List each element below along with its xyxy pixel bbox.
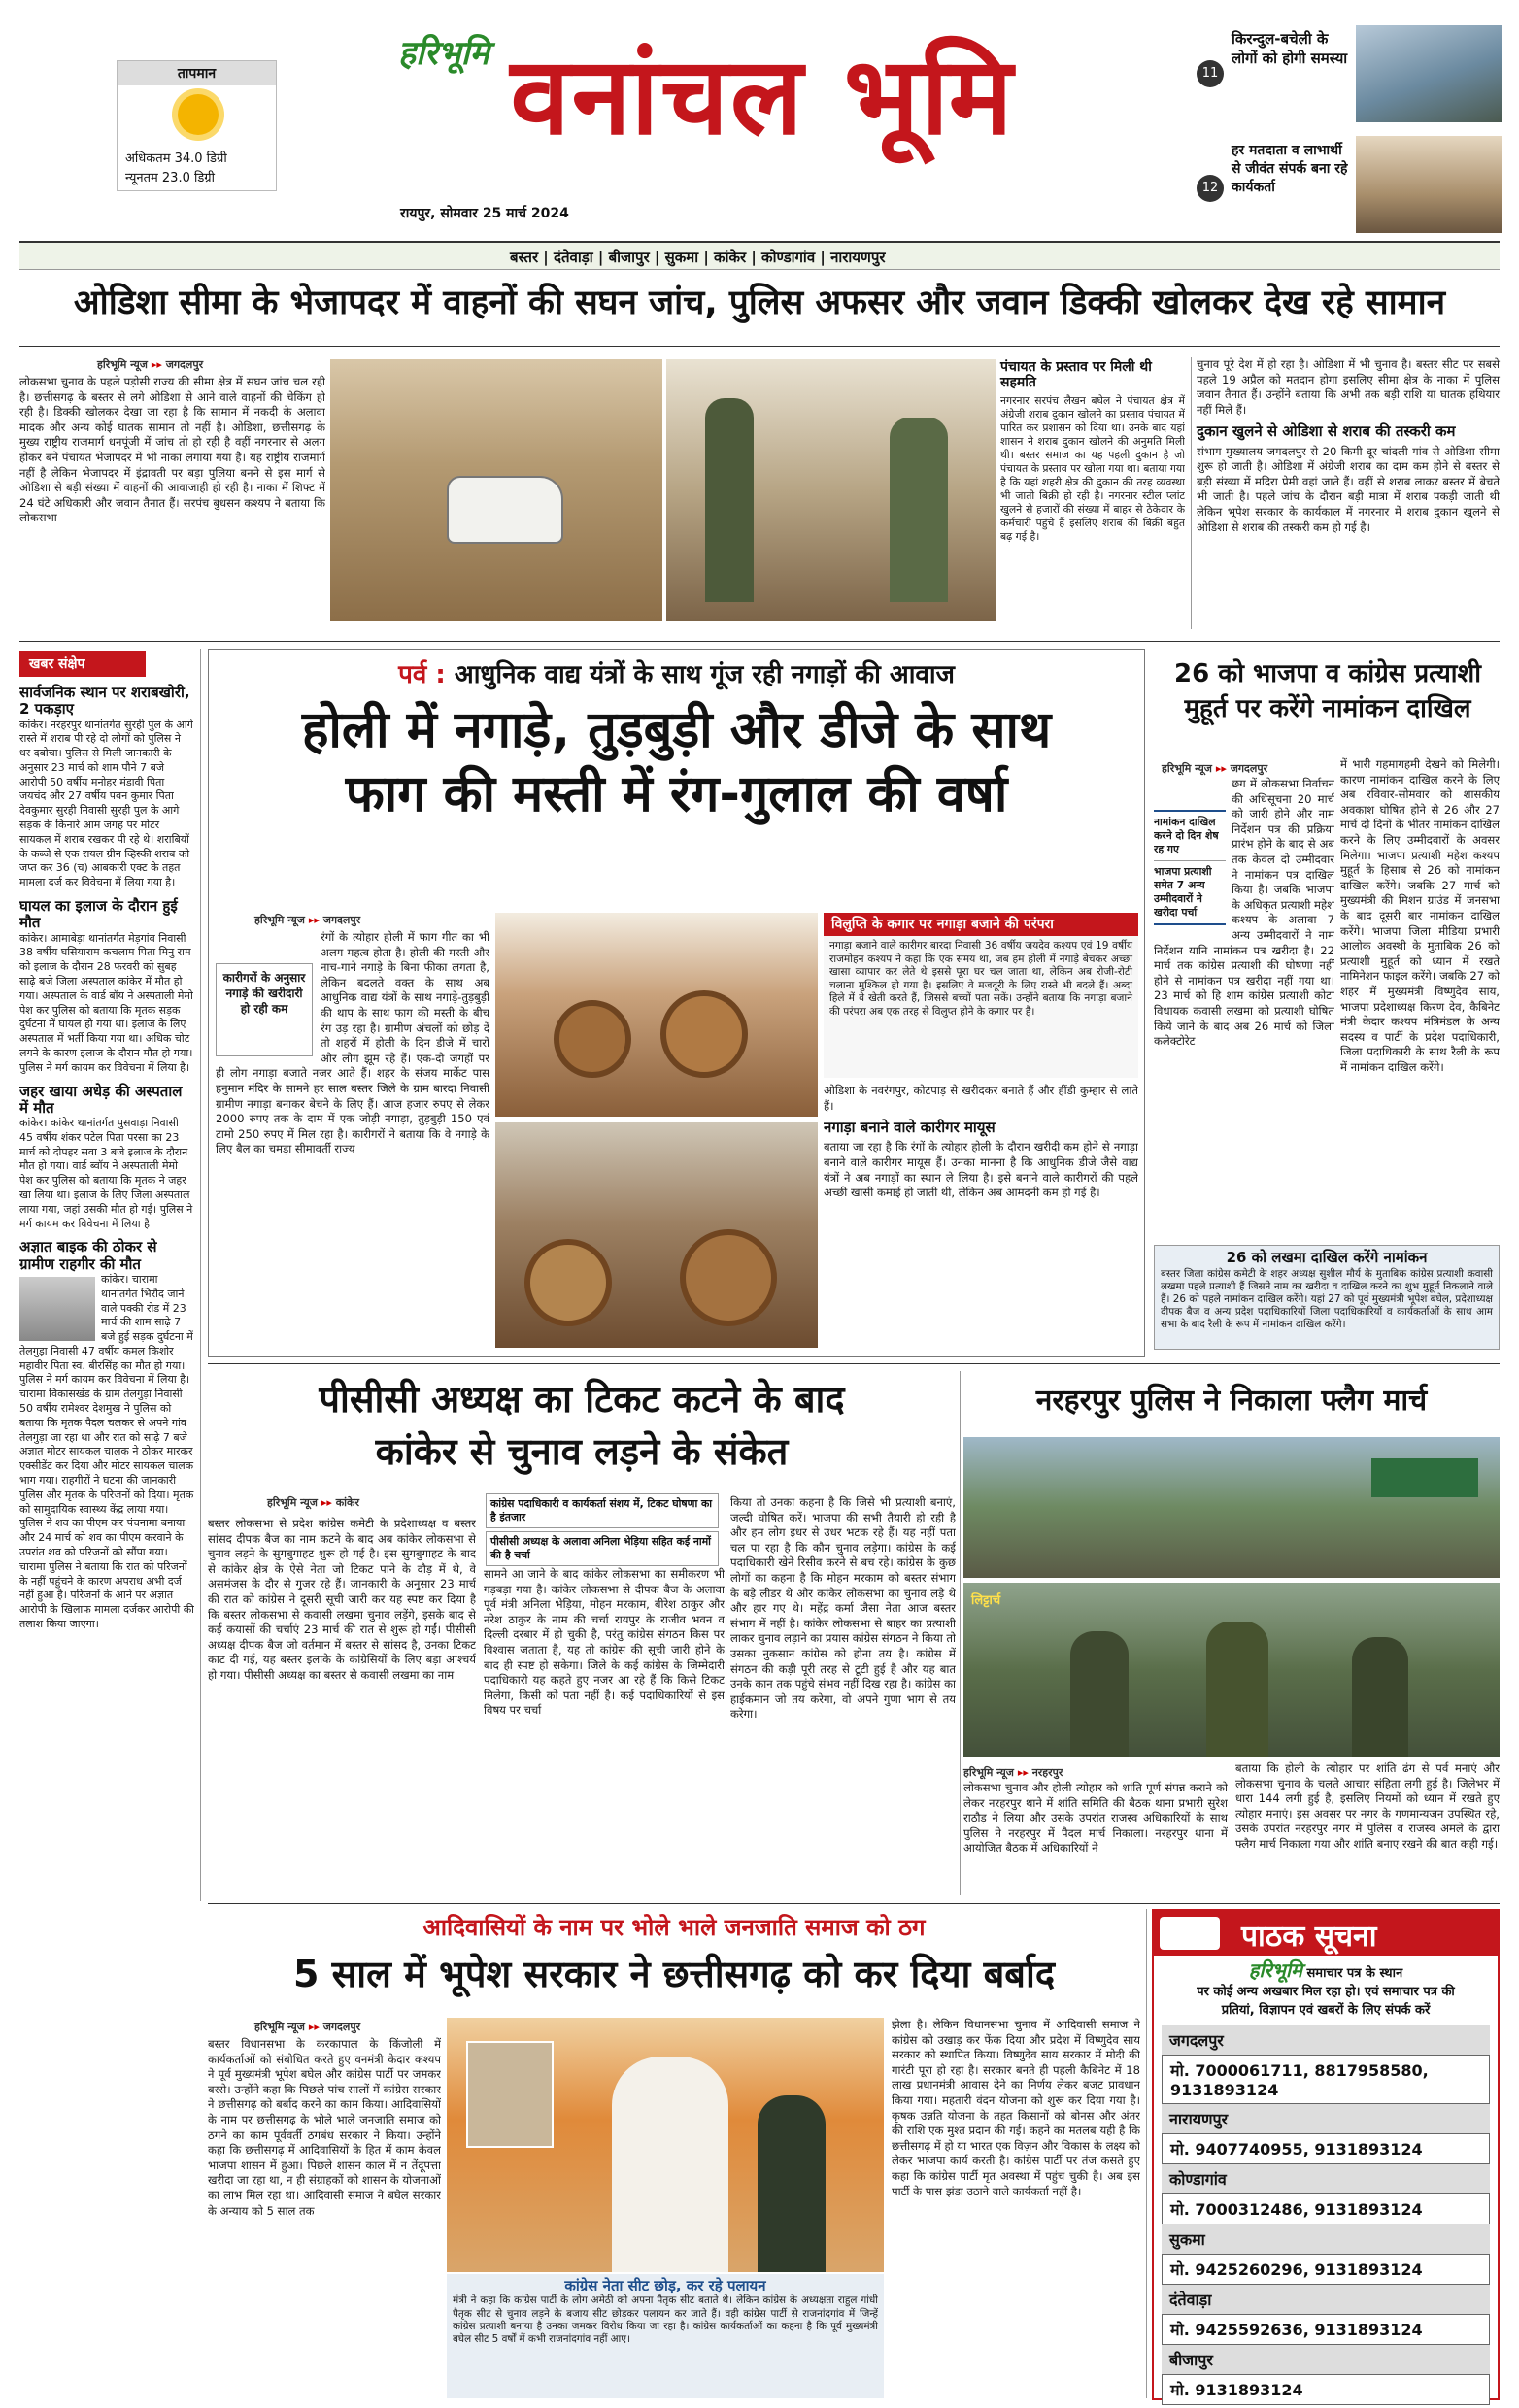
holi-sub-head: विलुप्ति के कगार पर नगाड़ा बजाने की परंपरा [824, 913, 1138, 936]
byline-place: जगदलपुर [165, 358, 204, 371]
bhupesh-headline: 5 साल में भूपेश सरकार ने छत्तीसगढ़ को कर दिया बर्बाद [292, 1953, 1056, 1995]
teaser-number: 12 [1197, 175, 1224, 202]
holi-deck-line [209, 655, 1144, 690]
holi-headline-1: होली में नगाड़े, तुड़बुड़ी और डीजे के साथ [301, 701, 1052, 759]
pcc-bullet-box [486, 1493, 719, 1559]
nomination-headline: 26 को भाजपा व कांग्रेस प्रत्याशी मुहूर्त पर करेंगे नामांकन दाखिल [1174, 659, 1481, 723]
holi-col3 [824, 1084, 1138, 1348]
reader-phone[interactable]: मो. 7000312486, 9131893124 [1162, 2193, 1490, 2224]
brief-body: कांकेर। नरहरपुर थानांतर्गत सुरही पुल के आगे रास्ते में शराब पी रहे दो लोगों को पुलिस ने धर दबोचा। पुलिस से मिली जानकारी के अनुसार 23 मार्च को शाम पौने 7 बजे आरोपी 50 वर्षीय मनोहर मंडावी पिता जयचंद और 27 वर्षीय पवन कुमार पिता देवकुमार सुरही निवासी सुरही पुल के आगे सड़क के किनारे आम जगह पर मोटर सायकल में शराब रखकर पी रहे थे। शराबियों के कब्जे से एक रायल ग्रीन व्हिस्की शराब को जप्त कर 36 (च) आबकारी एक्ट के तहत मामला दर्ज कर विवेचना में लिया गया है। [19, 718, 193, 889]
reader-brand: हरिभूमि [1248, 1958, 1302, 1982]
pcc-bullet: पीसीसी अध्यक्ष के अलावा अनिला भेड़िया सहित कई नामों की है चर्चा [486, 1531, 719, 1566]
flag-photo-1 [963, 1437, 1500, 1578]
byline-place: जगदलपुर [1230, 762, 1268, 775]
guard-shape [758, 2095, 826, 2272]
lead-col3 [1197, 357, 1500, 634]
district-list: बस्तर | दंतेवाड़ा | बीजापुर | सुकमा | कांकेर | कोण्डागांव | नारायणपुर [510, 249, 886, 266]
officer-shape [890, 418, 948, 602]
car-shape [447, 476, 563, 544]
flag-photo-sign: लिट्टार्च [971, 1593, 1001, 1608]
lead-headline: ओडिशा सीमा के भेजापदर में वाहनों की सघन जांच, पुलिस अफसर और जवान डिक्की खोलकर देख रहे सामान [73, 284, 1446, 322]
nomination-body-text: छग में लोकसभा निर्वाचन की अधिसूचना 20 मार्च को जारी होने और नाम निर्देशन पत्र की प्रक्रिया प्रारंभ होने के बाद से अब तक केवल दो उम्मीदवार ने नामांकन पत्र दाखिल किया है। जबकि भाजपा के अधिकृत प्रत्याशी महेश कश्यप के अलावा 7 अन्य उम्मीदवारों ने नाम निर्देशन यानि नामांकन पत्र खरीदा है। 22 मार्च तक कांग्रेस प्रत्याशी की घोषणा नहीं होने से नामांकन पत्र खरीदा नहीं गया था। 23 मार्च को हि शाम कांग्रेस प्रत्याशी कोटा विधायक कवासी लखमा को प्रत्याशी घोषित किये जाने के बाद अब 26 मार्च को जिला कलेक्टोरेट [1154, 777, 1334, 1049]
pcc-bullet: कांग्रेस पदाधिकारी व कार्यकर्ता संशय में, टिकट घोषणा का है इंतजार [486, 1493, 719, 1528]
reader-title: पाठक सूचना [1241, 1920, 1377, 1954]
brief-body: कांकेर। कांकेर थानांतर्गत पुसवाड़ा निवासी 45 वर्षीय शंकर पटेल पिता परसा का 23 मार्च को दोपहर सवा 3 बजे इलाज के दौरान मौत हो गया। वार्ड ब्वॉय ने अस्पताली मेमो पेश कर पुलिस को बताया कि मृतक ने जहर खा लिया था। इलाज के लिए जिला अस्पताल लाया गया, जहां उसकी मौत हो गई। पुलिस ने मर्ग कायम कर विवेचना में लिया है। [19, 1117, 193, 1230]
nomination-body-1 [1154, 777, 1334, 1239]
soldier-shape [1352, 1637, 1408, 1757]
byline-place: नरहरपुर [1031, 1766, 1063, 1779]
teaser-text: किरन्दुल-बचेली के लोगों को होगी समस्या [1232, 30, 1348, 67]
reader-intro [1154, 1956, 1498, 2025]
pcc-headline-2: कांकेर से चुनाव लड़ने के संकेत [375, 1430, 789, 1473]
speaker-shape [612, 2057, 728, 2272]
dateline: रायपुर, सोमवार 25 मार्च 2024 [400, 206, 569, 221]
nomination-bullet: भाजपा प्रत्याशी समेत 7 अन्य उम्मीदवारों ने खरीदा पर्चा [1154, 865, 1212, 919]
brief-body: कांकेर। चारामा थानांतर्गत भिरौद जाने वाले पक्की रोड में 23 मार्च की शाम साढ़े 7 बजे हुई सड़क दुर्घटना में तेलगुड़ा निवासी 47 वर्षीय कमल किशोर महावीर पिता स्व. बीरसिंह का मौत हो गया। पुलिस ने मर्ग कायम कर विवेचना में लिया है। चारामा विकासखंड के ग्राम तेलगुड़ा निवासी 50 वर्षीय रामेश्वर देशमुख ने पुलिस को बताया कि मृतक पैदल चलकर से अपने गांव तेलगुड़ा जा रहा था और रात को साढ़े 7 बजे अज्ञात मोटर सायकल चालक ने ठोकर मारकर एक्सीडेंट कर दिया और मोटर सायकल चालक भाग गया। राहगीरों ने घटना की जानकारी पुलिस और मृतक के परिजनों को दिया। मृतक को सामुदायिक स्वास्थ्य केंद्र लाया गया। पुलिस ने शव का पीएम कर पंचनामा बनाया और 24 मार्च को शव का पीएम करवाने के उपरांत शव को परिजनों को सौंपा गया। चारामा पुलिस ने बताया कि रात को परिजनों के नहीं पहुंचने के कारण अपराध अभी दर्ज नहीं हुआ है। परिजनों के आने पर अज्ञात आरोपी के खिलाफ मामला दर्जकर आरोपी की तलाश किया जाएगा। [19, 1272, 194, 1631]
lead-col3-head: दुकान खुलने से ओडिशा से शराब की तस्करी कम [1197, 422, 1456, 441]
nomination-bullet-box [1154, 810, 1226, 925]
weather-box [117, 60, 277, 191]
nomination-byline: हरिभूमि न्यूज ▸▸ जगदलपुर [1162, 762, 1268, 775]
signboard-shape [1371, 1458, 1478, 1497]
pcc-byline: हरिभूमि न्यूज ▸▸ कांकेर [267, 1496, 359, 1509]
holi-col3-body: ओडिशा के नवरंगपुर, कोटपाड़ से खरीदकर बनाते हैं और हींडी कुम्हार से लाते हैं। [824, 1084, 1138, 1113]
reader-place: कोण्डागांव [1162, 2164, 1490, 2193]
lead-col3-body2: संभाग मुख्यालय जगदलपुर से 20 किमी दूर चांदली गांव से ओडिशा सीमा शुरू हो जाती है। ओडिशा में अंग्रेजी शराब का दाम कम होने से बस्तर से बड़ी संख्या में मदिरा प्रेमी वहां जाते हैं। वहीं से शराब लाकर बस्तर में बेचते भी जाती है। पहले जांच के दौरान बड़ी मात्रा में शराब पकड़ी जाती थी लेकिन भूपेश सरकार के कार्यकाल में नगरनार में शराब दुकान खुलने से ओडिशा से शराब की तस्करी कम हो गई है। [1197, 444, 1500, 534]
brand-logo: हरिभूमि [398, 34, 489, 73]
reader-line-3: प्रतियां, विज्ञापन एवं खबरों के लिए संपर्क करें [1221, 2003, 1431, 2018]
byline-place: जगदलपुर [322, 914, 361, 926]
holi-sidebox [824, 913, 1138, 1078]
brief-body: कांकेर। आमाबेड़ा थानांतर्गत मेड़गांव निवासी 38 वर्षीय घसियाराम कचलाम पिता मिनु राम को इलाज के दौरान 28 फरवरी को सुबह साढ़े बजे जिला अस्पताल कांकेर में मौत हो गया। अस्पताल के वार्ड बॉय ने अस्पताली मेमो पेश कर पुलिस को बताया कि मृतक सड़क दुर्घटना में घायल हो गया था। इलाज के लिए अस्पताल में भर्ती किया गया था। अधिक चोट लगने के कारण इलाज के दौरान मौत हो गया। पुलिस ने मर्ग कायम कर विवेचना में लिया है। [19, 931, 193, 1074]
holi-headline-2: फाग की मस्ती में रंग-गुलाल की वर्षा [345, 764, 1008, 823]
teaser-1[interactable] [1193, 25, 1503, 126]
reader-phone[interactable]: मो. 9425592636, 9131893124 [1162, 2314, 1490, 2345]
pcc-body-1: बस्तर लोकसभा से प्रदेश कांग्रेस कमेटी के प्रदेशाध्यक्ष व बस्तर सांसद दीपक बैज का नाम कटने के बाद अब कांकेर लोकसभा से चुनाव लड़ने के सुगबुगाहट शुरू हो गई है। इस सुगबुगाहट के बाद से कांकेर क्षेत्र के ऐसे नेता जो टिकट पाने के दौड़ में थे, वे असमंजस के दौर से गुजर रहे हैं। जानकारी के अनुसार 23 मार्च की रात को कांग्रेस ने दूसरी सूची जारी कर यह स्पष्ट कर दिया है कि बस्तर लोकसभा से कवासी लखमा चुनाव लड़ेंगे, इसके बाद से कई कयासों की चर्चाएं 23 मार्च की रात से शुरू हो गईं। पीसीसी अध्यक्ष दीपक बैज जो वर्तमान में बस्तर से सांसद है, उनका टिकट काट दी गई, यह बस्तर इलाके के कांग्रेसियों के लिए बड़ा आश्चर्य हो गया। पीसीसी अध्यक्ष का बस्तर से कवासी लखमा का नाम [208, 1517, 476, 1682]
holi-body-text: रंगों के त्योहार होली में फाग गीत का भी अलग महत्व होता है। होली की मस्ती और नाच-गाने नगाड़े के बिना फीका लगता है, लेकिन बदलते वक्त के साथ अब आधुनिक वाद्य यंत्रों के साथ नगाड़े-तुड़बुड़ी की थाप के साथ फाग की मस्ती के बीच रंग उड़ रहा है। ग्रामीण अंचलों को छोड़ दें तो शहरों में होली के दिन डीजे में चारों ओर लोग झूम रहे हैं। एक-दो जगहों पर ही लोग नगाड़ा बजाते नजर आते हैं। शहर के संजय मार्केट पास हनुमान मंदिर के सामने हर साल बस्तर जिले के ग्राम बारदा निवासी ग्रामीण नगाड़ा बनाकर बेचने के लिए हैं। आज हजार रुपए से लेकर 2000 रुपए तक के दाम में एक जोड़ी नगाड़ा, तुड़बुड़ी 150 एवं टामो 250 रुपए में मिल रहा है। कारीगरों ने बताया कि वे नगाड़े के लिए बैल का चमड़ा सीमावर्ती राज्य [216, 930, 489, 1156]
reader-phone[interactable]: मो. 9131893124 [1162, 2374, 1490, 2405]
bhupesh-caption-head: कांग्रेस नेता सीट छोड़, कर रहे पलायन [564, 2277, 766, 2294]
byline-place: जगदलपुर [322, 2021, 361, 2033]
reader-phone[interactable]: मो. 9407740955, 9131893124 [1162, 2133, 1490, 2164]
holi-sub-body: नगाड़ा बजाने वाले कारीगर बारदा निवासी 36 वर्षीय जयदेव कश्यप एवं 19 वर्षीय राजमोहन कश्यप ने कहा कि एक समय था, जब हम होली में नगाड़े बेचकर अच्छा खासा व्यापार कर लेते थे इससे पूरा घर चल जाता था, लेकिन अब रोजी-रोटी चलाना मुश्किल हो गया है। इसलिए वे मजदूरी के लिए रास्ते भी बदले हैं। अब्दा हिले में वे खेती करते हैं, जिससे बच्चों पता सकें। उन्होंने बताया कि नगाड़ा बजाने की परंपरा अब एक तरह से विलुप्त होने के कगार पर है। [829, 940, 1132, 1018]
byline-source: हरिभूमि न्यूज [1162, 762, 1212, 775]
bhupesh-byline: हरिभूमि न्यूज ▸▸ जगदलपुर [254, 2021, 361, 2033]
pcc-body-2: सामने आ जाने के बाद कांकेर लोकसभा का समीकरण भी गड़बड़ा गया है। कांकेर लोकसभा से दीपक बैज के अलावा पूर्व मंत्री अनिला भेड़िया, मोहन मरकाम, बीरेश ठाकुर और नरेश ठाकुर के नाम की चर्चा रायपुर के राजीव भवन व दिल्ली दरबार में हो चुकी है, परंतु कांग्रेस संगठन किस पर विश्वास जताता है, यह तो कांग्रेस की सूची जारी होने के बाद ही स्पष्ट हो सकेगा। जिले के कई कांग्रेस के जिम्मेदारी पदाधिकारी यह कहते हुए नजर आ रहे हैं कि किसे टिकट मिलेगा, किसी को पता नहीं है। कई पदाधिकारियों से इस विषय पर चर्चा [484, 1567, 725, 1718]
teaser-number: 11 [1197, 60, 1224, 87]
teaser-2[interactable] [1193, 136, 1503, 237]
brief-head: घायल का इलाज के दौरान हुई मौत [19, 897, 178, 932]
reader-notice [1152, 1909, 1500, 2400]
byline-source: हरिभूमि न्यूज [254, 2021, 305, 2033]
reader-place: सुकमा [1162, 2224, 1490, 2254]
inset-portrait [466, 2041, 554, 2148]
lead-sidebox [1000, 359, 1185, 621]
flag-body-1: लोकसभा चुनाव और होली त्योहार को शांति पूर्ण संपन्न कराने को लेकर नरहरपुर थाने में शांति समिति की बैठक थाना प्रभारी सुरेश राठौड़ ने लिया और उसके उपरांत राजस्व अधिकारियों के साथ पुलिस ने नरहरपुर में पैदल मार्च निकाला। नरहरपुर थाना में आयोजित बैठक में अधिकारियों ने [963, 1781, 1228, 1856]
sun-icon [178, 94, 219, 135]
drum-shape [680, 1229, 777, 1326]
brief-photo [19, 1277, 95, 1341]
nomination-body-2: में भारी गहमागहमी देखने को मिलेगी। कारण नामांकन दाखिल करने के लिए अब रविवार-सोमवार को शासकीय अवकाश घोषित होने से 26 और 27 मार्च दो दिनों के भीतर नामांकन दाखिल करने के लिए उम्मीदवारों के अवसर मिलेगा। भाजपा प्रत्याशी महेश कश्यप मुहूर्त के हिसाब से 26 को नामांकन दाखिल करेंगे। जबकि 27 मार्च को मुख्यमंत्री की मिशन ग्राउंड में जनसभा के बाद दूसरी बार नामांकन दाखिल करेंगे। भाजपा जिला मीडिया प्रभारी आलोक अवस्थी के मुताबिक 26 को प्रत्याशी मुहूर्त को ध्यान में रखते नामिनेशन फाइल करेंगे। जबकि 27 को शहर में मुख्यमंत्री विष्णुदेव साय, भाजपा प्रदेशाध्यक्ष किरण देव, कैबिनेट मंत्री केदार कश्यप मंत्रिमंडल के अन्य सदस्य व पार्टी के प्रदेश पदाधिकारी, जिला पदाधिकारी के साथ रैली के रूप में नामांकन दाखिल करेंगे। [1340, 757, 1500, 1074]
reader-phone[interactable]: मो. 7000061711, 8817958580, 9131893124 [1162, 2055, 1490, 2104]
pcc-body-3: किया तो उनका कहना है कि जिसे भी प्रत्याशी बनाएं, जल्दी घोषित करें। भाजपा की सभी तैयारी हो रही है और हम लोग इधर से उधर भटक रहे हैं। यह नहीं पता चल पा रहा है कि कौन चुनाव लड़ेगा। कांग्रेस के कई पदाधिकारी खेने रिसीव करने से बच रहे। कांग्रेस के कुछ लोगों का कहना है कि मोहन मरकाम को बस्तर संभाग के बड़े लीडर थे और कांकेर लोकसभा का चुनाव लड़े थे और हार गए थे। महेंद्र कर्मा जैसा नेता आज बस्तर संभाग में नहीं है। कांकेर लोकसभा से बाहर का प्रत्याशी लाकर चुनाव लड़ाने का प्रयास कांग्रेस संगठन ने किया तो उसका नुकसान कांग्रेस को होना तय है। कांग्रेस में संगठन की कड़ी पूरी तरह से टूटी हुई है और यह बात उनके कान तक पहुंचे संभव नहीं दिख रहा है। कांग्रेस का हाईकमान जो तय करेगा, वो अपने गुणा भाग से तय करेगा। [730, 1495, 956, 1722]
byline-place: कांकेर [335, 1496, 359, 1509]
flag-photo-2 [963, 1583, 1500, 1757]
teaser-text: हर मतदाता व लाभार्थी से जीवंत संपर्क बना रहे कार्यकर्ता [1232, 143, 1348, 195]
bhupesh-photo [447, 2018, 884, 2272]
brief-head: जहर खाया अधेड़ की अस्पताल में मौत [19, 1082, 183, 1117]
district-strip [19, 241, 1500, 270]
nomination-box [1154, 1245, 1500, 1350]
flag-body-2: बताया कि होली के त्योहार पर शांति ढंग से पर्व मनाएं और लोकसभा चुनाव के चलते आचार संहिता लगी हुई है। जिलेभर में धारा 144 लगी हुई है, इसलिए नियमों को ध्यान में रखते हुए त्योहार मनाएं। इस अवसर पर नगर के गणमान्यजन उपस्थित रहे, उसके उपरांत नरहरपुर नगर में पुलिस व राजस्व अमले के द्वारा फ्लैग मार्च निकाला गया और शांति बनाए रखने की बात कही गई। [1235, 1761, 1500, 1851]
holi-body [216, 930, 489, 1348]
bhupesh-body-2: झेला है। लेकिन विधानसभा चुनाव में आदिवासी समाज ने कांग्रेस को उखाड़ कर फेंक दिया और प्रदेश में विष्णुदेव साय सरकार को स्थापित किया। विष्णुदेव साय सरकार में मोदी की गारंटी पूरा हो रहा है। सरकार बनते ही पहली कैबिनेट में 18 लाख प्रधानमंत्री आवास देने का निर्णय लेकर बजट प्रावधान किया गया। महतारी वंदन योजना को शुरू कर दिया गया है। कृषक उन्नति योजना के तहत किसानों को बोनस और अंतर की राशि एक मुश्त प्रदान की गई। कहने का मतलब यही है कि छत्तीसगढ़ में हो या भारत एक विज़न और विकास के लक्ष्य को लेकर भाजपा कार्य करती है। कांग्रेस पार्टी पर तंज कसते हुए कहा कि कांग्रेस पार्टी मृत अवस्था में पहुंच चुकी है। अब इस पार्टी के पास झंडा उठाने वाले कार्यकर्ता नहीं है। [892, 2018, 1140, 2198]
byline-source: हरिभूमि न्यूज [254, 914, 305, 926]
holi-kicker: पर्व : [398, 660, 446, 689]
reader-title-bar [1154, 1911, 1498, 1956]
reader-place: नारायणपुर [1162, 2104, 1490, 2133]
officer-shape [705, 398, 754, 602]
nomination-box-head: 26 को लखमा दाखिल करेंगे नामांकन [1226, 1249, 1428, 1266]
lead-sub-head: पंचायत के प्रस्ताव पर मिली थी सहमति [1000, 359, 1152, 391]
bhupesh-body-1: बस्तर विधानसभा के करकापाल के किंजोली में कार्यकर्ताओं को संबोधित करते हुए वनमंत्री केदार कश्यप ने पूर्व मुख्यमंत्री भूपेश बघेल और कांग्रेस पार्टी पर जमकर बरसे। उन्होंने कहा कि पिछले पांच सालों में कांग्रेस सरकार ने छत्तीसगढ़ को बर्बाद करने का काम किया। आदिवासियों के नाम पर छत्तीसगढ़ के भोले भाले जनजाति समाज को ठगने का काम पूर्ववर्ती ठगबंध सरकार ने किया। उन्होंने कहा कि छत्तीसगढ़ में आदिवासियों के हित में काम केवल भाजपा शासन में हुआ। पिछले शासन काल में न तेंदूपत्ता खरीदा जा रहा था, न ही संग्राहकों को शासन के योजनाओं का लाभ मिल रहा था। आदिवासी समाज ने बघेल सरकार के अन्याय को 5 साल तक [208, 2037, 441, 2218]
lead-byline: हरिभूमि न्यूज ▸▸ जगदलपुर [97, 358, 204, 371]
teaser-photo [1356, 25, 1502, 122]
briefs-column [19, 651, 194, 2359]
weather-min: न्यूनतम 23.0 डिग्री [125, 171, 216, 185]
bhupesh-kicker: आदिवासियों के नाम पर भोले भाले जनजाति समाज को ठग [422, 1914, 926, 1941]
reader-place: दंतेवाड़ा [1162, 2285, 1490, 2314]
reader-logo-badge [1160, 1917, 1220, 1950]
reader-phone[interactable]: मो. 9425260296, 9131893124 [1162, 2254, 1490, 2285]
byline-source: हरिभूमि न्यूज [97, 358, 148, 371]
holi-deck: आधुनिक वाद्य यंत्रों के साथ गूंज रही नगाड़ों की आवाज [454, 660, 955, 689]
flag-headline: नरहरपुर पुलिस ने निकाला फ्लैग मार्च [1035, 1384, 1428, 1418]
reader-place: जगदलपुर [1162, 2025, 1490, 2055]
holi-photo-1 [495, 913, 818, 1117]
nomination-bullet: नामांकन दाखिल करने दो दिन शेष रह गए [1154, 812, 1226, 861]
drum-shape [554, 1000, 631, 1078]
reader-line-2: पर कोई अन्य अखबार मिल रहा हो। एवं समाचार पत्र की [1197, 1985, 1455, 1999]
weather-label: तापमान [118, 61, 276, 85]
holi-photo-2 [495, 1122, 818, 1348]
holi-sub2-head: नगाड़ा बनाने वाले कारीगर मायूस [824, 1119, 996, 1137]
lead-body: लोकसभा चुनाव के पहले पड़ोसी राज्य की सीमा क्षेत्र में सघन जांच चल रही है। छत्तीसगढ़ के बस्तर से लगे ओडिशा से आने वाले वाहनों की चेकिंग हो रही है। डिक्की खोलकर देखा जा रहा है कि सामान में नकदी के अलावा मादक और अन्य कोई घातक सामान तो नहीं है। ओडिशा, छत्तीसगढ़ के मुख्य राष्ट्रीय राजमार्ग धनपूंजी में जांच तो हो रही है वहीं नगरनार से अलग होकर बने पंचायत भेजापदर में भी नाका लगाया गया है। यह राष्ट्रीय राजमार्ग नहीं है लेकिन भेजापदर में इंद्रावती पर बड़ा पुलिया बनने से इस मार्ग से ओडिशा से बड़ी संख्या में वाहनों की आवाजाही हो रही है। नाका में शिफ्ट में 24 घंटे अधिकारी और जवान तैनात हैं। सरपंच बुधसन कश्यप ने बताया कि लोकसभा [19, 375, 325, 525]
bhupesh-caption-body: मंत्री ने कहा कि कांग्रेस पार्टी के लोग अमेठी को अपना पैतृक सीट बताते थे। लेकिन कांग्रेस के अध्यक्षता राहुल गांधी पैतृक सीट से चुनाव लड़ने के बजाय सीट छोड़कर पलायन कर जाते हैं। वही कांग्रेस पार्टी से राजनांदगांव में जिन्हें कांग्रेस प्रत्याशी बनाया है उनका जमकर विरोध किया जा रहा है। कांग्रेस कार्यकर्ताओं का कहना है कि पूर्व मुख्यमंत्री बघेल सीट 5 वर्षों में कभी राजनांदगांव नहीं आए। [453, 2294, 878, 2346]
byline-source: हरिभूमि न्यूज [267, 1496, 318, 1509]
nomination-box-body: बस्तर जिला कांग्रेस कमेटी के शहर अध्यक्ष सुशील मौर्य के मुताबिक कांग्रेस प्रत्याशी कवासी लखमा पहले प्रत्याशी हैं जिसने नाम का खरीदा व दाखिल करने का शुभ मुहूर्त निकलाने वाले हैं। 26 को पहले नामांकन दाखिल करेंगे। यहां 27 को पूर्व मुख्यमंत्री भूपेश बघेल, प्रदेशाध्यक्ष दीपक बैज व अन्य प्रदेश पदाधिकारियों जिला पदाधिकारियों व कार्यकर्ताओं के साथ आम सभा के बाद रैली के रूप में नामांकन दाखिल करेंगे। [1161, 1268, 1493, 1331]
brief-head: अज्ञात बाइक की ठोकर से ग्रामीण राहगीर की मौत [19, 1238, 157, 1273]
reader-entries [1154, 2025, 1498, 2405]
pcc-headline-1: पीसीसी अध्यक्ष का टिकट कटने के बाद [319, 1378, 845, 1421]
drum-shape [524, 1239, 612, 1326]
holi-byline: हरिभूमि न्यूज ▸▸ जगदलपुर [254, 914, 361, 926]
brief-head: सार्वजनिक स्थान पर शराबखोरी, 2 पकड़ाए [19, 684, 190, 719]
weather-max: अधिकतम 34.0 डिग्री [125, 151, 227, 166]
briefs-title: खबर संक्षेप [19, 651, 146, 677]
soldier-shape [1070, 1631, 1129, 1757]
drum-shape [660, 990, 748, 1078]
lead-sub-body: नगरनार सरपंच लैखन बघेल ने पंचायत क्षेत्र में अंग्रेजी शराब दुकान खोलने का प्रस्ताव पंचायत में पारित कर प्रशासन को दिया था। उनके बाद यहां शासन ने शराब दुकान खोलने की अनुमति मिली थी। बस्तर समाज का यह पहली दुकान है जो पंचायत के प्रस्ताव पर खोला गया था। बताया गया है कि यहां शहरी क्षेत्र की दुकान की तरह व्यवस्था भी जाती बिक्री हो रही है। नगरनार स्टील प्लांट खुलने से हजारों की संख्या में बाहर से ठेकेदार के कर्मचारी पहुंचे हैं इसलिए शराब की बिक्री बहुत बढ़ गई है। [1000, 394, 1185, 544]
lead-col3-body: चुनाव पूरे देश में हो रहा है। ओडिशा में भी चुनाव है। बस्तर सीट पर सबसे पहले 19 अप्रैल को मतदान होगा इसलिए सीमा क्षेत्र के नाका में पुलिस जवान तैनात हैं। उन्होंने बताया कि अभी तक बड़ी राशि या घातक हथियार नहीं मिले हैं। [1197, 357, 1500, 417]
teaser-photo [1356, 136, 1502, 233]
lead-photo-1 [330, 359, 662, 621]
masthead-title: वनांचल भूमि [510, 34, 1015, 158]
holi-sub2-body: बताया जा रहा है कि रंगों के त्योहार होली के दौरान खरीदी कम होने से नगाड़ा बनाने वाले कारीगर मायूस हैं। उनका मानना है कि आधुनिक डीजे जैसे वाद्य यंत्रों ने अब नगाड़ों का स्थान ले लिया है। इसे बनाने वाले कारीगरों की पहले अच्छी खासी कमाई हो जाती थी, लेकिन अब आमदनी कम हो गई है। [824, 1140, 1138, 1200]
reader-place: बीजापुर [1162, 2345, 1490, 2374]
reader-line-1: समाचार पत्र के स्थान [1306, 1966, 1403, 1981]
byline-source: हरिभूमि न्यूज [963, 1766, 1014, 1779]
bhupesh-caption [447, 2274, 884, 2398]
soldier-shape [1206, 1622, 1268, 1757]
flag-byline: हरिभूमि न्यूज ▸▸ नरहरपुर [963, 1766, 1063, 1779]
lead-photo-2 [666, 359, 996, 621]
holi-pull: कारीगरों के अनुसार नगाड़े की खरीदारी हो रही कम [216, 963, 313, 1056]
